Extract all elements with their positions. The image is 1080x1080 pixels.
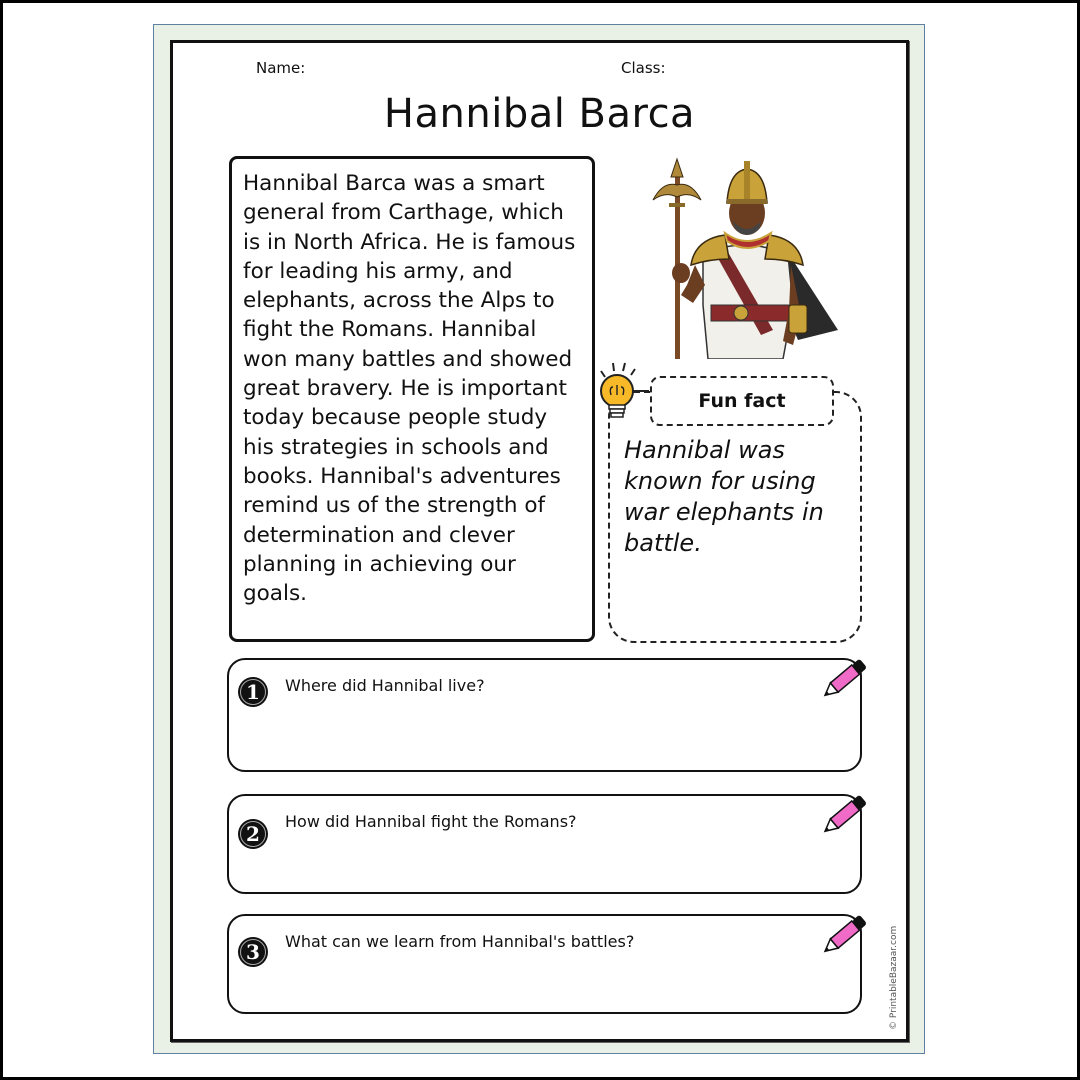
question-2-box[interactable]	[227, 794, 862, 894]
svg-text:2: 2	[246, 822, 260, 846]
lightbulb-icon	[593, 359, 649, 425]
warrior-portrait	[633, 155, 853, 359]
fun-fact-text: Hannibal was known for using war elephants in battle.	[624, 436, 824, 557]
reading-passage	[229, 156, 595, 642]
name-label: Name:	[256, 59, 306, 77]
fun-fact-heading: Fun fact	[650, 376, 834, 426]
copyright-credit: © PrintableBazaar.com	[889, 925, 899, 1030]
question-3-text: What can we learn from Hannibal's battles?	[285, 932, 635, 951]
question-2-text: How did Hannibal fight the Romans?	[285, 812, 577, 831]
passage-text: Hannibal Barca was a smart general from Carthage, which is in North Africa. He is famous for leading his army, and elephants, across the Alps to fight the Romans. Hannibal won many battles and showed great bravery. He is important today because people study his strategies in schools and books. Hannibal's adventures remind us of the strength of determination and clever planning in achieving our goals.	[243, 171, 576, 607]
pencil-icon	[822, 906, 874, 958]
question-1-text: Where did Hannibal live?	[285, 676, 485, 695]
number-2-badge-icon	[237, 818, 269, 850]
pencil-icon	[822, 786, 874, 838]
number-1-badge-icon	[237, 676, 269, 708]
worksheet	[170, 40, 909, 1042]
class-label: Class:	[621, 59, 666, 77]
svg-text:3: 3	[246, 940, 260, 964]
page-title: Hannibal Barca	[383, 91, 696, 137]
question-1-box[interactable]	[227, 658, 862, 772]
question-3-box[interactable]	[227, 914, 862, 1014]
number-3-badge-icon	[237, 936, 269, 968]
svg-text:1: 1	[246, 680, 260, 704]
pencil-icon	[822, 650, 874, 702]
